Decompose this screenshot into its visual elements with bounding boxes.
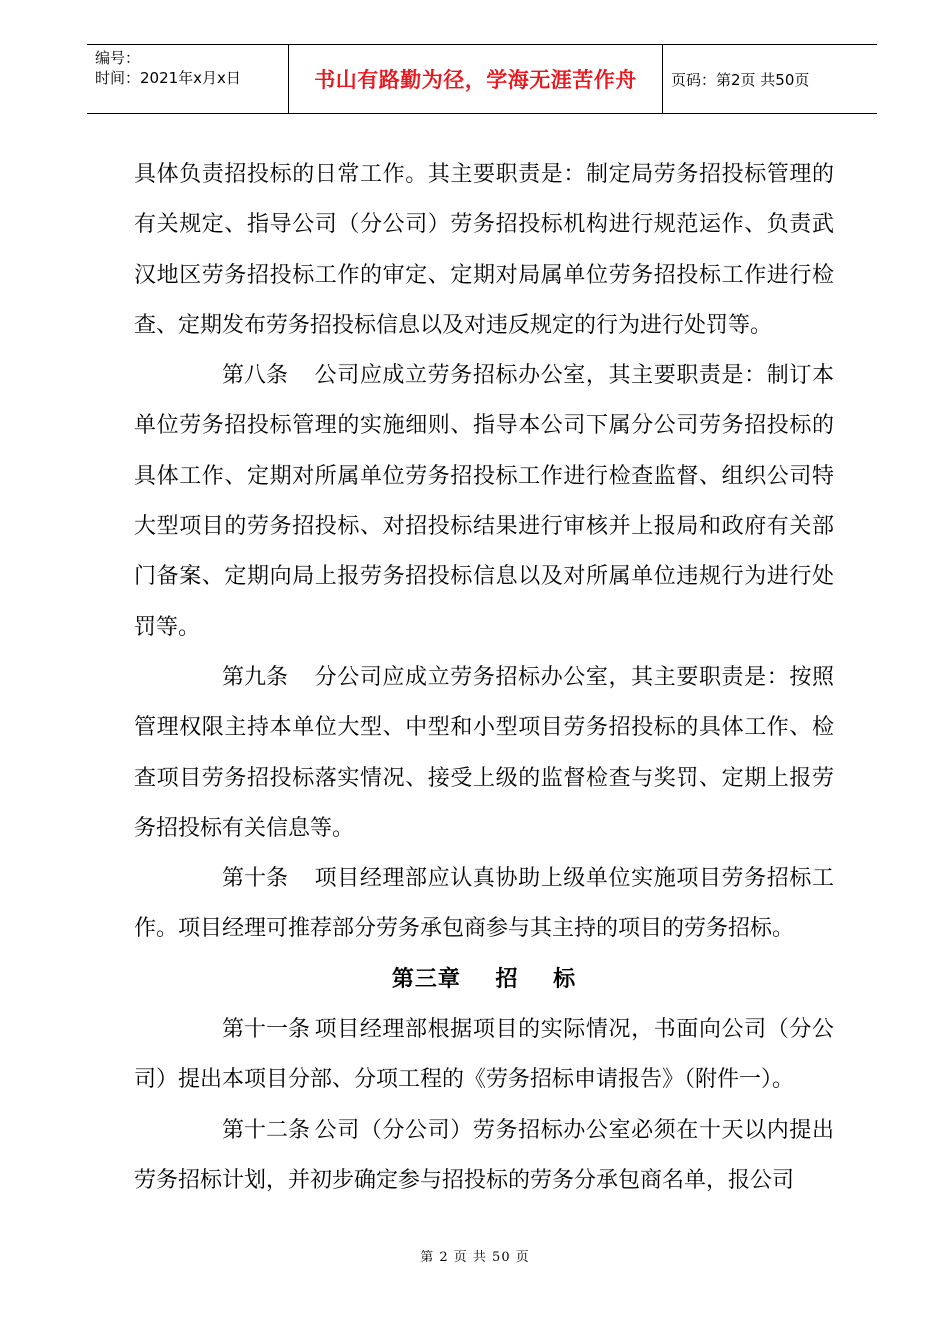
article-11-text: 项目经理部根据项目的实际情况，书面向公司（分公司）提出本项目分部、分项工程的《劳务招标申请报告》（附件一）。 bbox=[134, 1017, 834, 1093]
header-page-info: 页码：第2页 共50页 bbox=[671, 70, 810, 89]
header-motto: 书山有路勤为径，学海无涯苦作舟 bbox=[314, 68, 637, 92]
article-10-number: 第十条 bbox=[222, 866, 289, 892]
document-body bbox=[134, 150, 834, 1206]
article-11 bbox=[134, 1005, 834, 1106]
article-9-text: 分公司应成立劳务招标办公室，其主要职责是：按照管理权限主持本单位大型、中型和小型项目劳务招投标的具体工作、检查项目劳务招投标落实情况、接受上级的监督检查与奖罚、定期上报劳务招投标有关信息等。 bbox=[134, 664, 834, 841]
article-8-text: 公司应成立劳务招标办公室，其主要职责是：制订本单位劳务招投标管理的实施细则、指导本公司下属分公司劳务招投标的具体工作、定期对所属单位劳务招投标工作进行检查监督、组织公司特大型项目的劳务招投标、对招投标结果进行审核并上报局和政府有关部门备案、定期向局上报劳务招投标信息以及对所属单位违规行为进行处罚等。 bbox=[134, 363, 834, 640]
page-footer bbox=[0, 1246, 950, 1265]
article-10-text: 项目经理部应认真协助上级单位实施项目劳务招标工作。项目经理可推荐部分劳务承包商参与其主持的项目的劳务招标。 bbox=[134, 866, 834, 942]
article-9-number: 第九条 bbox=[222, 664, 289, 690]
article-10 bbox=[134, 854, 834, 955]
chapter-heading: 第三章 招 标 bbox=[391, 966, 577, 992]
footer-page-number: 第 2 页 共 50 页 bbox=[420, 1250, 530, 1265]
article-12-number: 第十二条 bbox=[222, 1117, 311, 1143]
article-8 bbox=[134, 351, 834, 653]
header-motto-cell bbox=[289, 45, 663, 113]
header-page-cell bbox=[663, 45, 877, 113]
document-header bbox=[87, 44, 877, 114]
article-9 bbox=[134, 653, 834, 854]
paragraph-duties-continued: 具体负责招投标的日常工作。其主要职责是：制定局劳务招投标管理的有关规定、指导公司（分公司）劳务招投标机构进行规范运作、负责武汉地区劳务招投标工作的审定、定期对局属单位劳务招投标工作进行检查、定期发布劳务招投标信息以及对违反规定的行为进行处罚等。 bbox=[134, 162, 834, 338]
header-meta-cell bbox=[87, 45, 289, 113]
article-8-number: 第八条 bbox=[222, 363, 289, 389]
article-12-text: 公司（分公司）劳务招标办公室必须在十天以内提出劳务招标计划，并初步确定参与招投标的劳务分承包商名单，报公司 bbox=[134, 1117, 834, 1193]
article-12 bbox=[134, 1106, 834, 1207]
document-time-label: 时间：2021年x月x日 bbox=[95, 69, 241, 87]
document-number-label: 编号： bbox=[95, 49, 141, 67]
article-11-number: 第十一条 bbox=[222, 1017, 311, 1043]
